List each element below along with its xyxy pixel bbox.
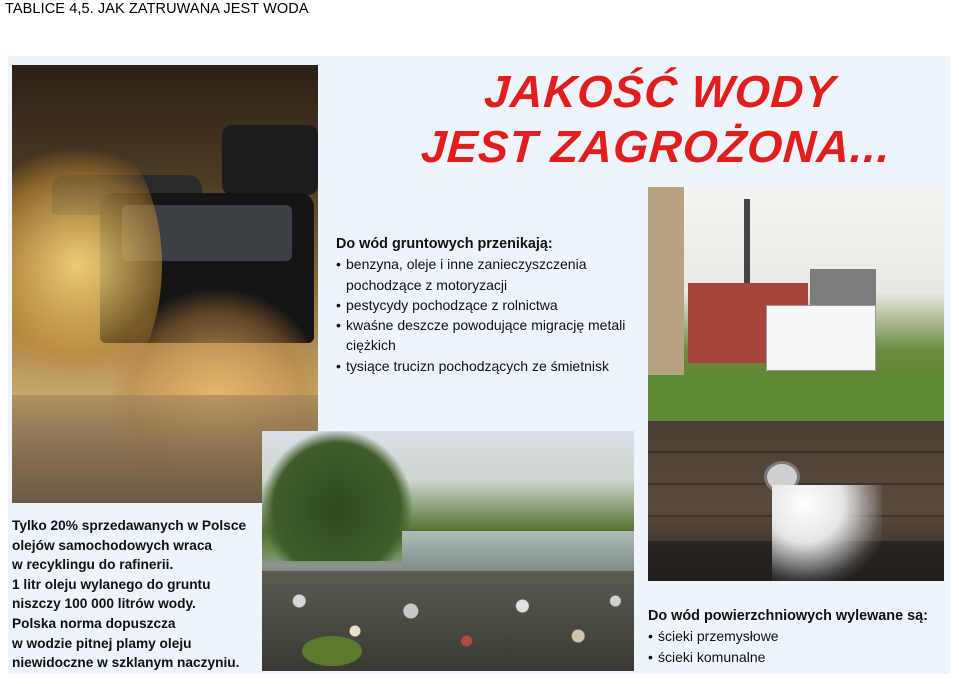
- trees: [262, 431, 412, 561]
- groundwater-heading: Do wód gruntowych przenikają:: [336, 236, 553, 252]
- oil-fact-line: niszczy 100 000 litrów wody.: [12, 596, 196, 612]
- factory-photo: [648, 187, 944, 421]
- oil-fact-line: w recyklingu do rafinerii.: [12, 557, 174, 573]
- list-item: • benzyna, oleje i inne zanieczyszczenia pochodzące z motoryzacji: [336, 254, 641, 295]
- oil-fact-text: [12, 516, 262, 673]
- sewage-outflow: [772, 485, 882, 581]
- surface-water-heading: Do wód powierzchniowych wylewane są:: [648, 608, 928, 624]
- sewage-pipe-photo: [648, 421, 944, 581]
- bush: [302, 636, 362, 666]
- factory-building: [810, 269, 876, 309]
- poster: [8, 56, 950, 674]
- groundwater-text: [336, 234, 641, 376]
- list-item: • ścieki komunalne: [648, 647, 948, 667]
- oil-fact-line: 1 litr oleju wylanego do gruntu: [12, 576, 211, 592]
- chimney: [648, 187, 684, 377]
- oil-fact-line: Tylko 20% sprzedawanych w Polsce: [12, 518, 247, 533]
- groundwater-list: [336, 254, 641, 376]
- grass: [648, 375, 944, 421]
- list-item: • kwaśne deszcze powodujące migrację metali ciężkich: [336, 315, 641, 356]
- wall-seam: [648, 451, 944, 453]
- polluted-river-photo: [262, 431, 634, 671]
- list-item: • ścieki przemysłowe: [648, 626, 948, 646]
- headline-line-1: JAKOŚĆ WODY: [482, 66, 838, 117]
- river-water: [402, 531, 634, 571]
- oil-fact-line: niewidoczne w szklanym naczyniu.: [12, 655, 240, 671]
- oil-fact-line: Polska norma dopuszcza: [12, 615, 176, 631]
- car-silhouette: [222, 125, 318, 195]
- factory-building: [766, 305, 876, 371]
- surface-water-list: [648, 626, 948, 667]
- oil-fact-line: w wodzie pitnej plamy oleju: [12, 635, 192, 651]
- headline-line-2: JEST ZAGROŻONA...: [419, 121, 893, 172]
- page-title: TABLICE 4,5. JAK ZATRUWANA JEST WODA: [5, 1, 309, 17]
- list-item: • tysiące trucizn pochodzących ze śmietnisk: [336, 356, 641, 376]
- oil-fact-line: olejów samochodowych wraca: [12, 537, 213, 553]
- list-item: • pestycydy pochodzące z rolnictwa: [336, 295, 641, 315]
- poster-headline: [384, 64, 932, 174]
- surface-water-text: [648, 606, 948, 667]
